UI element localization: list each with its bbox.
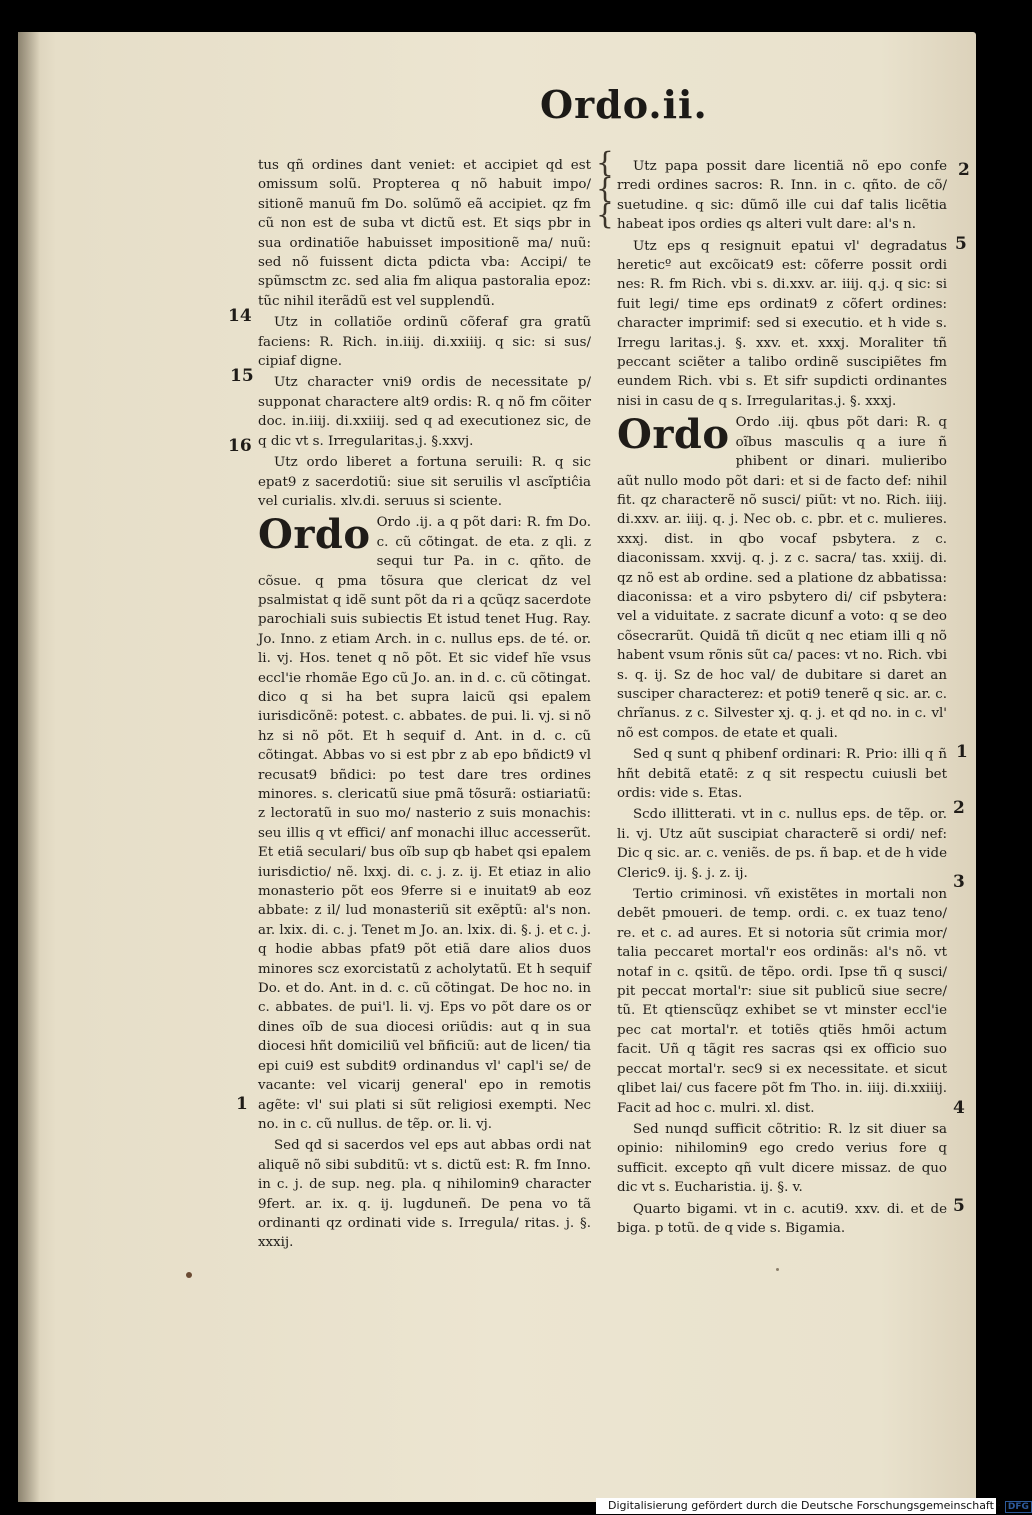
paragraph: Utz eps q resignuit epatui vl' degradatus hereticº aut excõicat9 est: cõferre possit ordi nes: R. fm Rich. vbi s. di.xxv. ar. iiij. q.j. q sic: si fuit legi/ time eps ordinat9 z cõfert ordines: character imprimif: sed si executio. et h vide s. Irregu laritas.j. §. xxv. et. xxxj. Moraliter tñ peccant sciẽter a talibo ordinẽ suscipiẽtes fm eundem Rich. vbi s. Et sifr supdicti ordinantes nisi in casu de q s. Irregularitas.j. §. xxxj. (617, 238, 947, 409)
paragraph: Sed qd si sacerdos vel eps aut abbas ordi nat aliquẽ nõ sibi subditũ: vt s. dictũ est: R. fm Inno. in c. j. de sup. neg. pla. q nihilomin9 character 9fert. ar. ix. q. ij. lugduneñ. De pena vo tã ordinanti qz ordinati vide s. Irregula/ ritas. j. §. xxxij. (258, 1138, 591, 1251)
margin-number: 1 (956, 742, 968, 762)
margin-number: 15 (230, 366, 254, 386)
paragraph: Utz in collatiõe ordinũ cõferaf gra gratũ faciens: R. Rich. in.iiij. di.xxiiij. q sic: si sus/ cipiaf digne. (258, 315, 591, 370)
margin-number: 4 (953, 1098, 965, 1118)
paragraph: tus qñ ordines dant veniet: et accipiet qd est omissum solũ. Propterea q nõ habuit impo/ sitionẽ manuũ fm Do. solũmõ eã accipiet. qz fm cũ non est de suba vt dictũ est. Et siqs pbr in sua ordinatiõe habuisset impositionẽ ma/ nuũ: sed nõ fuissent dicta pdicta vba: Accipi/ te spũmsctm zc. sed alia fm aliqua pastoralia epoz: tũc nihil iterãdũ est vel supplendũ. (258, 158, 591, 309)
page-gutter-shadow (18, 32, 40, 1502)
margin-number: 3 (953, 872, 965, 892)
paragraph: Sed q sunt q phibenf ordinari: R. Prio: illi q ñ hñt debitã etatẽ: z q sit respectu cuiusli bet ordis: vide s. Etas. (617, 747, 947, 801)
margin-number: 2 (953, 798, 965, 818)
paragraph: Utz ordo liberet a fortuna seruili: R. q sic epat9 z sacerdotiũ: siue sit seruilis vl ascĩptiĉia vel curialis. xlv.di. seruus si sciente. (258, 455, 591, 509)
page-header-title: Ordo.ii. (540, 82, 708, 127)
marginal-bracket-icon: { { { (596, 146, 614, 231)
paragraph-text: Ordo .ij. a q põt dari: R. fm Do. c. cũ cõtingat. de eta. z qli. z sequi tur Pa. in c. qñto. de cõsue. q pma tõsura que clericat dz vel psalmistat q idẽ sunt põt da ri a qcũqz sacerdote parochiali suis subiectis Et istud tenet Hug. Ray. Jo. Inno. z etiam Arch. in c. nullus eps. de té. or. li. vj. Hos. tenet q nõ põt. Et sic videf hĩe vsus eccl'ie rhomãe Ego cũ Jo. an. in d. c. cũ cõtingat. dico q si ha bet supra laicũ qsi epalem iurisdicõnẽ: potest. c. abbates. de pui. li. vj. si nõ hz si nõ põt. Et h sequif d. Ant. in d. c. cũ cõtingat. Abbas vo si est pbr z ab epo bñdict9 vl recusat9 bñdici: po test dare tres ordines minores. s. clericatũ siue pmã tõsurã: ostiariatũ: z lectoratũ in suo mo/ nasterio z suis monachis: seu illis q vt effici/ anf monachi illuc accesserũt. Et etiã seculari/ bus oĩb sup qb habet qsi epalem iurisdictio/ nẽ. lxxj. di. c. j. z. ij. Et etiaz in alio monasterio põt eos 9ferre si e inuitat9 ab eoz abbate: z il/ lud monasteriũ sit exẽptũ: al's non. ar. lxix. di. c. j. Tenet m Jo. an. lxix. di. §. j. et c. j. q hodie abbas pfat9 põt etiã dare alios duos minores scz exorcistatũ z acholytatũ. Et h sequif Do. et do. Ant. in d. c. cũ cõtingat. De hoc no. in c. abbates. de pui'l. li. vj. Eps vo põt dare os or dines oĩb de sua diocesi oriũdis: aut q in sua diocesi hñt domiciliũ vel bñficiũ: aut de licen/ tia epi cui9 est subdit9 ordinandus vl' capl'i se/ de vacante: vel vicarij general' epo in remotis agẽte: vl' sui plati si sũt religiosi exempti. Nec no. in c. cũ nullus. de tẽp. or. li. vj. (258, 515, 591, 1132)
paragraph: Quarto bigami. vt in c. acuti9. xxv. di. et de biga. p totũ. de q vide s. Bigamia. (617, 1201, 947, 1236)
margin-number: 16 (228, 436, 252, 456)
big-initial-ordo: Ordo (617, 411, 730, 459)
paragraph-text: Ordo .iij. qbus põt dari: R. q oĩbus masculis q a iure ñ phibent or dinari. mulieribo aũt nullo modo põt dari: et si de facto def: nihil fit. qz characterẽ nõ susci/ piũt: vt no. Rich. iiij. di.xxv. ar. iiij. q. j. Nec ob. c. pbr. et c. mulieres. xxxj. dist. in qbo vocaf psbytera. z c. diaconissam. xxvij. q. j. z c. sacra/ tas. xxiij. di. qz nõ est ab ordine. sed a platione dz abbatissa: diaconissa: et a viro psbytero di/ cif psbytera: vel a viduitate. z sacrate dicunf a voto: q se deo cõsecrarũt. Quidã tñ dicũt q nec etiam illi q nõ habent vsum rõnis sũt ca/ paces: vt no. Rich. vbi s. q. ij. Sz de hoc val/ de dubitare si daret an susciper characterez: et poti9 tenerẽ q sic. ar. c. chrĩanus. z c. Silvester xj. q. j. et qd no. in c. vl' nõ est compos. de etate et quali. (617, 415, 947, 741)
right-text-column (617, 157, 947, 1240)
digitization-footer (596, 1498, 1029, 1514)
margin-number: 14 (228, 306, 252, 326)
paper-stain (776, 1268, 779, 1271)
margin-number: 2 (958, 160, 970, 180)
margin-number: 1 (236, 1094, 248, 1114)
paragraph: Tertio criminosi. vñ existẽtes in mortali non debẽt pmoueri. de temp. ordi. c. ex tuaz teno/ re. et c. ad aures. Et si notoria sũt crimia mor/ talia peccaret mortal'r eos ordinãs: al's nõ. vt notaf in c. qsitũ. de tẽpo. ordi. Ipse tñ q susci/ pit peccat mortal'r: siue sit publicũ siue secre/ tũ. Et qtienscũqz exhibet se vt minster eccl'ie pec cat mortal'r. et totiẽs qtiẽs hmõi actum facit. Uñ q tãgit res sacras qsi ex officio suo peccat mortal'r. sec9 si ex necessitate. et sicut qlibet lai/ cus facere põt fm Tho. in. iiij. di.xxiiij. Facit ad hoc c. mulri. xl. dist. (617, 887, 947, 1116)
paragraph: Sed nunqd sufficit cõtritio: R. lz sit diuer sa opinio: nihilomin9 ego credo verius fore q sufficit. excepto qñ vult dicere missaz. de quo dic vt s. Eucharistia. ij. §. v. (617, 1121, 947, 1196)
paragraph: Utz character vni9 ordis de necessitate p/ supponat charactere alt9 ordis: R. q nõ fm cõiter doc. in.iiij. di.xxiiij. sed q ad executionez sic, de q dic vt s. Irregularitas.j. §.xxvj. (258, 375, 591, 449)
paragraph: Scdo illitterati. vt in c. nullus eps. de tẽp. or. li. vj. Utz aũt suscipiat characterẽ si ordi/ nef: Dic q sic. ar. c. veniẽs. de ps. ñ bap. et de h vide Cleric9. ij. §. j. z. ij. (617, 807, 947, 881)
paragraph-with-initial (258, 513, 591, 1134)
dfg-logo: DFG (1005, 1501, 1032, 1513)
margin-number: 5 (955, 234, 967, 254)
left-text-column (258, 156, 591, 1255)
paragraph: Utz papa possit dare licentiã nõ epo confe rredi ordines sacros: R. Inn. in c. qñto. de cõ/ suetudine. q sic: dũmõ ille cui daf talis licẽtia habeat ipos ordies qs alteri vult dare: al's n. (617, 159, 947, 233)
big-initial-ordo: Ordo (258, 511, 371, 559)
paper-stain (186, 1272, 192, 1278)
footer-text: Digitalisierung gefördert durch die Deutsche Forschungsgemeinschaft · (608, 1499, 1001, 1512)
margin-number: 5 (953, 1196, 965, 1216)
paragraph-with-initial (617, 413, 947, 743)
